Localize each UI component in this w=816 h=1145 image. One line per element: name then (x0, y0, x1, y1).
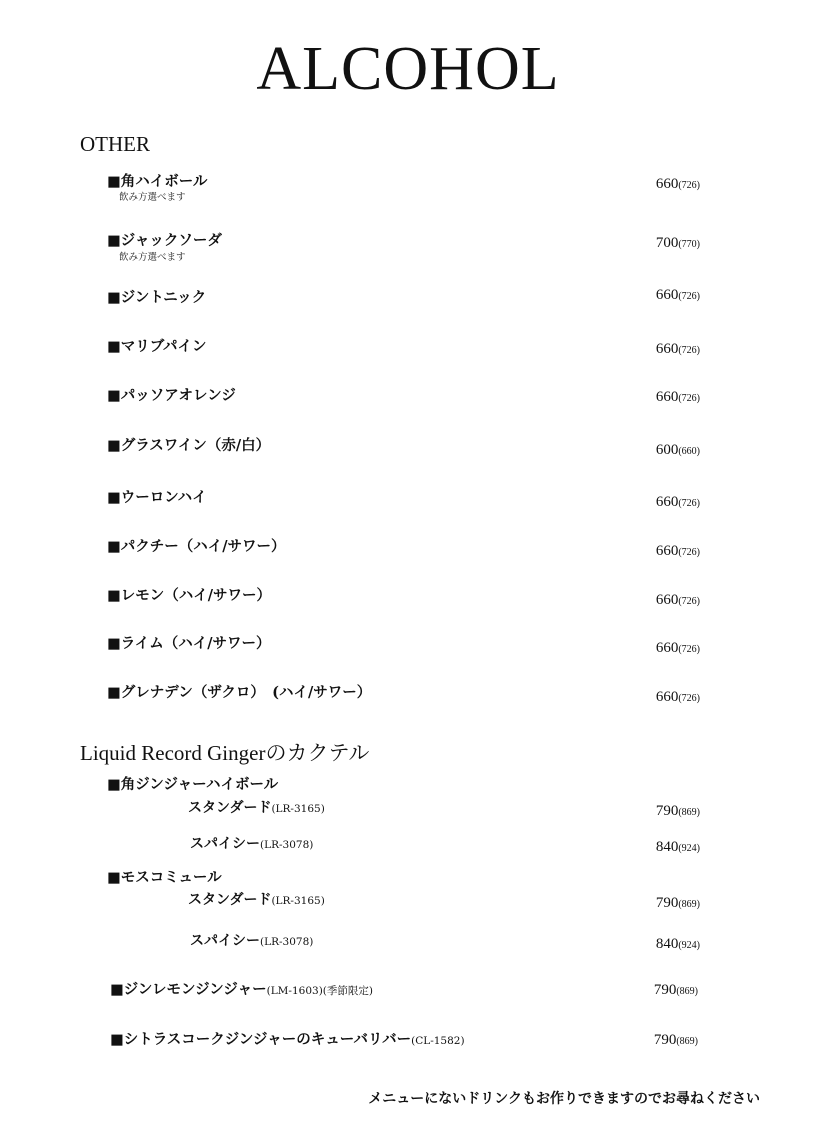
price-value: 840 (655, 839, 679, 855)
price-value: 790 (653, 1032, 677, 1048)
menu-item-price (600, 233, 700, 255)
menu-group-title: ■モスコミュール (107, 869, 222, 886)
price-value: 700 (655, 235, 679, 251)
variant-code: (LR-3078) (260, 936, 314, 948)
menu-item: ■ウーロンハイ (107, 489, 207, 506)
menu-item-price (600, 934, 700, 956)
menu-variant (188, 890, 325, 911)
price-value: 660 (655, 341, 679, 357)
price-value: 660 (655, 592, 679, 608)
price-tax: (726) (678, 644, 700, 655)
menu-item-price (600, 590, 700, 612)
menu-item: ■グラスワイン（赤/白） (107, 437, 271, 454)
menu-item (110, 1030, 670, 1051)
price-value: 660 (655, 543, 679, 559)
menu-group-title: ■角ジンジャーハイボール (107, 776, 279, 793)
price-tax: (726) (678, 547, 700, 558)
menu-item: ■ライム（ハイ/サワー） (107, 635, 271, 652)
price-tax: (869) (676, 1036, 698, 1047)
price-tax: (924) (678, 843, 700, 854)
page-title: ALCOHOL (256, 35, 560, 103)
menu-item-code: (CL-1582) (411, 1035, 465, 1047)
menu-item: ■パクチー（ハイ/サワー） (107, 538, 286, 555)
menu-item: ■グレナデン（ザクロ） (ハイ/サワー） (107, 684, 372, 701)
price-tax: (726) (678, 291, 700, 302)
variant-name: スパイシー (190, 933, 260, 949)
menu-item-price (598, 1030, 698, 1052)
price-value: 660 (655, 640, 679, 656)
section-heading-ginger: Liquid Record Gingerのカクテル (80, 741, 370, 765)
menu-item-price (600, 801, 700, 823)
menu-item-price (600, 285, 700, 307)
menu-item-price (600, 492, 700, 514)
menu-variant (190, 931, 313, 952)
menu-item-note: 飲み方選べます (119, 252, 186, 263)
menu-item-name: ■シトラスコークジンジャーのキューバリバー (110, 1031, 412, 1048)
menu-item-price (600, 541, 700, 563)
menu-item-price (600, 837, 700, 859)
price-tax: (770) (678, 239, 700, 250)
price-value: 600 (655, 442, 679, 458)
variant-code: (LR-3078) (260, 839, 314, 851)
menu-item-name: ■ジンレモンジンジャー (110, 981, 267, 998)
menu-item (110, 980, 670, 1001)
menu-item: ■ジントニック (107, 289, 207, 306)
price-tax: (660) (678, 446, 700, 457)
price-tax: (869) (676, 986, 698, 997)
price-tax: (726) (678, 345, 700, 356)
price-tax: (869) (678, 899, 700, 910)
menu-item-price (600, 174, 700, 196)
footer-note: メニューにないドリンクもお作りできますのでお尋ねください (368, 1091, 760, 1107)
price-value: 790 (655, 895, 679, 911)
menu-item-price (600, 687, 700, 709)
menu-item: ■マリブパイン (107, 338, 207, 355)
price-tax: (726) (678, 180, 700, 191)
menu-variant (190, 834, 313, 855)
price-tax: (726) (678, 498, 700, 509)
price-value: 660 (655, 689, 679, 705)
price-tax: (726) (678, 693, 700, 704)
menu-item-price (600, 638, 700, 660)
price-value: 660 (655, 389, 679, 405)
price-value: 660 (655, 176, 679, 192)
menu-item: ■ジャックソーダ (107, 232, 222, 249)
menu-item-code: (LM-1603)(季節限定) (266, 985, 373, 997)
menu-item-price (600, 893, 700, 915)
section-heading-other: OTHER (80, 132, 150, 156)
price-value: 660 (655, 494, 679, 510)
price-value: 840 (655, 936, 679, 952)
menu-item: ■角ハイボール (107, 173, 208, 190)
menu-item-note: 飲み方選べます (119, 192, 186, 203)
price-value: 790 (655, 803, 679, 819)
variant-name: スタンダード (188, 892, 272, 908)
price-value: 660 (655, 287, 679, 303)
menu-item-price (598, 980, 698, 1002)
menu-item-price (600, 387, 700, 409)
menu-item: ■パッソアオレンジ (107, 387, 236, 404)
menu-variant (188, 798, 325, 819)
menu-item-price (600, 339, 700, 361)
price-value: 790 (653, 982, 677, 998)
menu-item: ■レモン（ハイ/サワー） (107, 587, 271, 604)
variant-code: (LR-3165) (271, 803, 325, 815)
variant-name: スタンダード (188, 800, 272, 816)
price-tax: (726) (678, 393, 700, 404)
variant-name: スパイシー (190, 836, 260, 852)
price-tax: (869) (678, 807, 700, 818)
variant-code: (LR-3165) (271, 895, 325, 907)
menu-item-price (600, 440, 700, 462)
price-tax: (726) (678, 596, 700, 607)
price-tax: (924) (678, 940, 700, 951)
